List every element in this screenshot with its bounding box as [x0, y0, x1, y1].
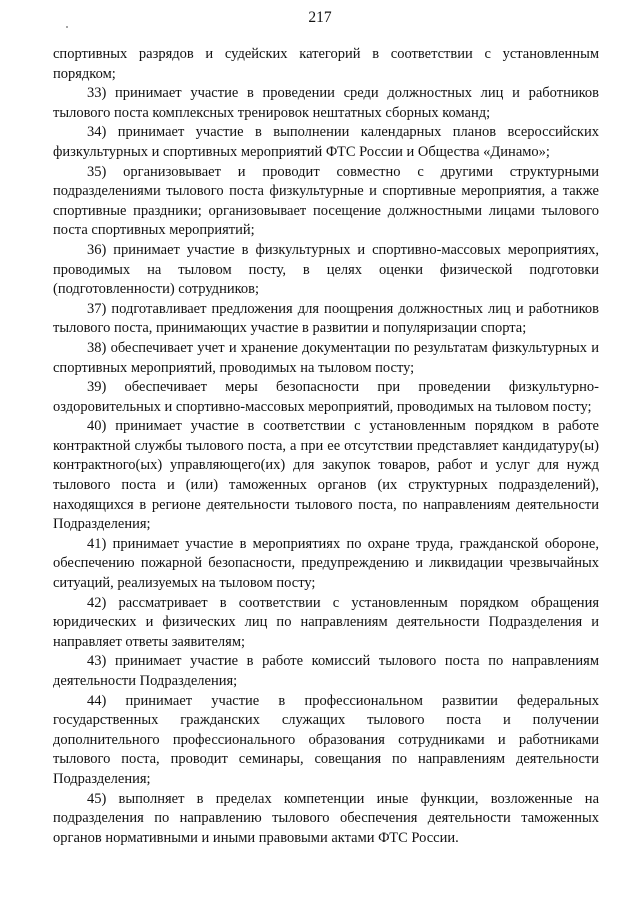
paragraph-item-39: 39) обеспечивает меры безопасности при проведении физкультурно-оздоровительных и спортивно-массовых мероприятий, проводимых на тыловом посту;: [53, 379, 599, 415]
paragraph-item-43: 43) принимает участие в работе комиссий тылового поста по направлениям деятельности Подразделения;: [53, 653, 599, 689]
paragraph-item-34: 34) принимает участие в выполнении календарных планов всероссийских физкультурных и спортивных мероприятий ФТС России и Общества «Динамо»;: [53, 124, 599, 160]
paragraph-item-38: 38) обеспечивает учет и хранение документации по результатам физкультурных и спортивных мероприятий, проводимых на тыловом посту;: [53, 339, 599, 376]
paragraph-item-33: 33) принимает участие в проведении среди должностных лиц и работников тылового поста комплексных тренировок нештатных сборных команд;: [53, 85, 599, 121]
page-number: 217: [308, 9, 332, 26]
scan-speck: [66, 26, 68, 28]
paragraph-item-35: 35) организовывает и проводит совместно с другими структурными подразделениями тылового поста физкультурные и спортивные мероприятия, а также спортивные праздники; организовывает посещение должностными лицами тылового поста спортивных мероприятий;: [53, 163, 599, 239]
document-body: [53, 45, 599, 848]
paragraph-item-42: 42) рассматривает в соответствии с установленным порядком обращения юридических и физических лиц по направлениям деятельности Подразделения и направляет ответы заявителям;: [53, 594, 599, 650]
paragraph-item-36: 36) принимает участие в физкультурных и спортивно-массовых мероприятиях, проводимых на тыловом посту, в целях оценки физической подготовки (подготовленности) сотрудников;: [53, 241, 599, 298]
paragraph-item-44: 44) принимает участие в профессиональном развитии федеральных государственных гражданских служащих тылового поста и получении дополнительного профессионального образования сотрудниками и работниками тылового поста, проводит семинары, совещания по направлениям деятельности Подразделения;: [53, 692, 599, 787]
paragraph-item-41: 41) принимает участие в мероприятиях по охране труда, гражданской обороне, обеспечению пожарной безопасности, предупреждению и ликвидации чрезвычайных ситуаций, реализуемых на тыловом посту;: [53, 535, 599, 592]
paragraph-item-37: 37) подготавливает предложения для поощрения должностных лиц и работников тылового поста, принимающих участие в развитии и популяризации спорта;: [53, 300, 599, 337]
paragraph-item-45: 45) выполняет в пределах компетенции иные функции, возложенные на подразделения по направлению тылового обеспечения деятельности таможенных органов нормативными и иными правовыми актами ФТС России.: [53, 790, 599, 846]
paragraph-item-40: 40) принимает участие в соответствии с установленным порядком в работе контрактной службы тылового поста, а при ее отсутствии представляет кандидатуру(ы) контрактного(ых) управляющего(их) для закупок товаров, работ и услуг для нужд тылового поста и (или) таможенных органов (их структурных подразделений), находящихся в регионе деятельности тылового поста, по направлениям деятельности Подразделения;: [53, 418, 599, 533]
paragraph-continuation: спортивных разрядов и судейских категорий в соответствии с установленным порядком;: [53, 46, 599, 82]
